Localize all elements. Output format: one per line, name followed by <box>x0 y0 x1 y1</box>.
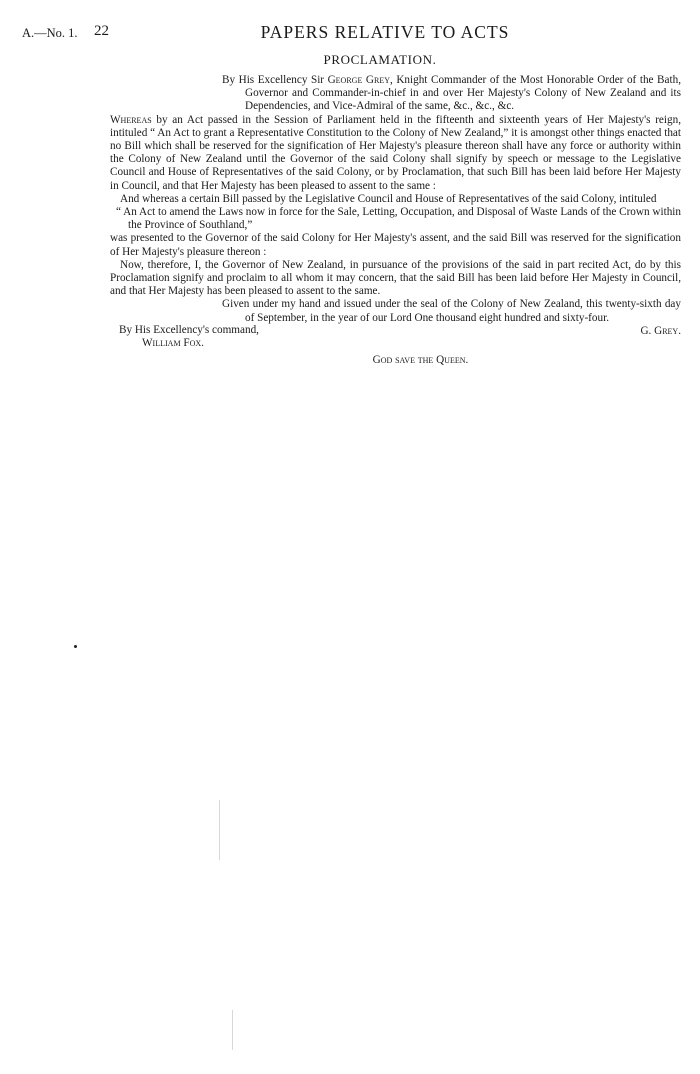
act-title-paragraph: “ An Act to amend the Laws now in force for the Sale, Letting, Occupation, and Disposal of Waste Lands of the Crown within the Province of Southland,” <box>116 206 681 232</box>
governor-style-block <box>110 74 681 114</box>
paper-reference: A.—No. 1. <box>22 26 78 40</box>
style-prefix: By His Excellency Sir <box>222 74 328 86</box>
page-header <box>0 22 700 46</box>
whereas-paragraph <box>110 114 681 193</box>
governor-name: George Grey <box>327 74 390 86</box>
second-whereas-paragraph: And whereas a certain Bill passed by the Legislative Council and House of Representatives of the said Colony, intituled <box>120 192 657 205</box>
ink-dot <box>74 645 77 648</box>
page-number: 22 <box>94 23 109 39</box>
whereas-word: Whereas <box>110 113 152 126</box>
running-title: PAPERS RELATIVE TO ACTS <box>260 22 510 42</box>
proclamation-heading: PROCLAMATION. <box>323 52 437 67</box>
style-rest: , Knight Commander of the Most Honorable Order of the Bath, Governor and Commander-in-chief in and over Her Majesty's Colony of New Zealand and its Dependencies, and Vice-Admiral of the same, &c., &c., &c. <box>245 74 681 113</box>
secretary-name: William Fox. <box>142 337 204 350</box>
governor-signature: G. Grey. <box>640 324 681 337</box>
scan-mark <box>219 800 220 860</box>
scan-mark <box>232 1010 233 1050</box>
proclamation-body <box>110 74 681 368</box>
presented-paragraph: was presented to the Governor of the said Colony for Her Majesty's assent, and the said Bill was reserved for the signification of Her Majesty's pleasure thereon : <box>110 232 681 258</box>
now-therefore-paragraph: Now, therefore, I, the Governor of New Zealand, in pursuance of the provisions of the said in part recited Act, do by this Proclamation signify and proclaim to all whom it may concern, that the said Bill has been laid before Her Majesty in Council, and that Her Majesty has been pleased to assent to the same. <box>110 258 681 298</box>
closing-line: God save the Queen. <box>372 354 469 367</box>
given-under-paragraph: Given under my hand and issued under the seal of the Colony of New Zealand, this twenty-sixth day of September, in the year of our Lord One thousand eight hundred and sixty-four. <box>222 298 681 324</box>
whereas-text: by an Act passed in the Session of Parliament held in the fifteenth and sixteenth years of Her Majesty's reign, intituled “ An Act to grant a Representative Constitution to the Colony of New Zealand,” it is amongst other things enacted that no Bill which shall be reserved for the signification of Her Majesty's pleasure thereon shall have any force or authority within the Colony of New Zealand until the Governor of the said Colony shall signify by speech or message to the Legislative Council and House of Representatives of the said Colony, or by Proclamation, that such Bill has been laid before Her Majesty in Council, and that Her Majesty has been pleased to assent to the same : <box>110 113 681 192</box>
command-line: By His Excellency's command, <box>119 324 259 337</box>
